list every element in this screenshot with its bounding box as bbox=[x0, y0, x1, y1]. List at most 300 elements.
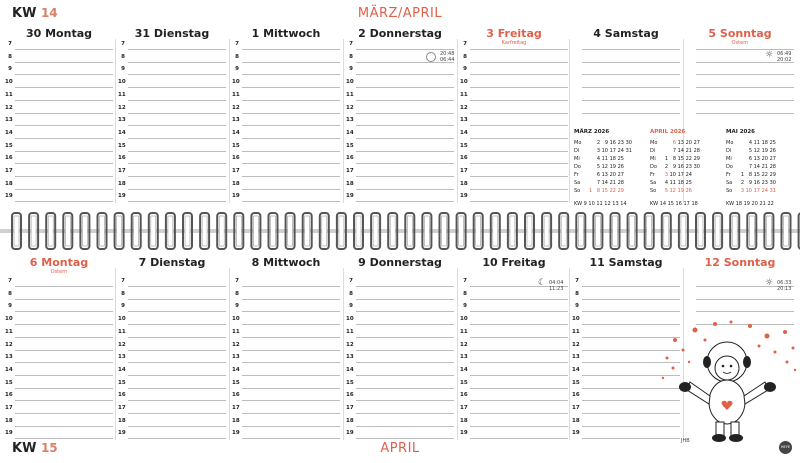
day-name: Sonntag bbox=[716, 27, 772, 40]
hour-label: 11 bbox=[5, 328, 13, 335]
hour-label: 13 bbox=[346, 117, 354, 124]
hour-line[interactable] bbox=[460, 313, 568, 325]
calendar-day bbox=[692, 187, 700, 195]
holiday-label: Ostern bbox=[50, 269, 68, 275]
hour-label: 9 bbox=[349, 303, 353, 310]
calendar-day: 20 bbox=[761, 156, 768, 162]
hour-line[interactable] bbox=[232, 339, 340, 351]
hour-line[interactable] bbox=[118, 351, 226, 363]
hour-line[interactable] bbox=[5, 275, 113, 287]
hour-label: 15 bbox=[232, 379, 240, 386]
hour-label: 17 bbox=[5, 168, 13, 174]
hour-line[interactable] bbox=[118, 313, 226, 325]
calendar-day bbox=[624, 179, 632, 187]
hour-label: 16 bbox=[5, 155, 13, 162]
hour-label: 13 bbox=[232, 354, 240, 361]
hour-label: 18 bbox=[346, 417, 354, 424]
hour-line[interactable] bbox=[5, 415, 113, 427]
column-divider bbox=[569, 39, 570, 203]
hour-label: 10 bbox=[346, 79, 354, 86]
hour-label: 13 bbox=[460, 117, 468, 124]
top-month-title: MÄRZ/APRIL bbox=[357, 6, 443, 21]
weekday-label: Do bbox=[650, 164, 657, 170]
hour-label: 12 bbox=[5, 341, 13, 348]
calendar-day bbox=[584, 147, 592, 155]
hour-line[interactable] bbox=[118, 300, 226, 312]
calendar-day: 13 bbox=[753, 156, 760, 162]
hour-line[interactable] bbox=[118, 389, 226, 401]
hour-line[interactable] bbox=[5, 326, 113, 338]
hour-label: 12 bbox=[118, 104, 126, 111]
hour-line[interactable] bbox=[232, 326, 340, 338]
calendar-day: 13 bbox=[677, 140, 684, 146]
calendar-day bbox=[584, 171, 592, 179]
calendar-day: 8 bbox=[596, 188, 600, 194]
calendar-day bbox=[692, 171, 700, 179]
calendar-day: 27 bbox=[769, 156, 776, 162]
weekday-label: So bbox=[650, 188, 657, 194]
calendar-day: 4 bbox=[748, 140, 752, 146]
top-sun-info: ☼ 06:49 20:02 bbox=[765, 50, 792, 63]
hour-label: 8 bbox=[463, 290, 467, 297]
hour-line[interactable] bbox=[5, 339, 113, 351]
calendar-day: 12 bbox=[601, 164, 608, 170]
hour-label: 7 bbox=[235, 41, 239, 47]
calendar-day bbox=[624, 187, 632, 195]
writing-line bbox=[470, 438, 568, 439]
hour-line[interactable] bbox=[346, 351, 454, 363]
calendar-day: 8 bbox=[748, 172, 752, 178]
hour-line[interactable] bbox=[118, 275, 226, 287]
hour-line[interactable] bbox=[460, 351, 568, 363]
hour-line[interactable] bbox=[346, 402, 454, 414]
hour-label: 11 bbox=[346, 91, 354, 98]
hour-label: 15 bbox=[460, 379, 468, 386]
calendar-day: 4 bbox=[596, 156, 600, 162]
holiday-label: Karfreitag bbox=[501, 40, 527, 46]
hour-line[interactable] bbox=[232, 351, 340, 363]
hour-line[interactable] bbox=[5, 427, 113, 439]
hour-label: 12 bbox=[460, 104, 468, 111]
column-divider bbox=[115, 39, 116, 203]
hour-line[interactable] bbox=[232, 377, 340, 389]
hour-line[interactable] bbox=[460, 427, 568, 439]
column-divider bbox=[457, 268, 458, 440]
hour-label: 17 bbox=[118, 405, 126, 411]
calendar-day bbox=[736, 147, 744, 155]
hour-label: 18 bbox=[5, 417, 13, 424]
calendar-day bbox=[624, 163, 632, 171]
calendar-day: 17 bbox=[677, 172, 684, 178]
hour-line[interactable] bbox=[346, 275, 454, 287]
kw-text: KW bbox=[12, 6, 37, 21]
hour-label: 7 bbox=[235, 278, 239, 284]
hour-label: 10 bbox=[5, 316, 13, 323]
weekday-label: Mo bbox=[574, 140, 582, 146]
hour-label: 12 bbox=[346, 341, 354, 348]
calendar-day: 2 bbox=[664, 164, 668, 170]
hour-label: 16 bbox=[346, 155, 354, 162]
calendar-day: 6 bbox=[748, 156, 752, 162]
hour-line[interactable] bbox=[232, 402, 340, 414]
hour-line[interactable] bbox=[460, 364, 568, 376]
hour-label: 14 bbox=[572, 366, 580, 373]
spiral-binding bbox=[0, 210, 800, 252]
calendar-day bbox=[660, 147, 668, 155]
mini-calendar bbox=[574, 129, 632, 207]
hour-label: 10 bbox=[118, 316, 126, 323]
mini-calendar-title: MAI 2026 bbox=[726, 129, 755, 135]
column-divider bbox=[457, 39, 458, 203]
day-header bbox=[232, 256, 340, 269]
hour-label: 13 bbox=[572, 354, 580, 361]
hour-label: 18 bbox=[118, 417, 126, 424]
weekday-label: Sa bbox=[726, 180, 733, 186]
hour-line[interactable] bbox=[118, 415, 226, 427]
hour-line[interactable] bbox=[460, 326, 568, 338]
calendar-day: 1 bbox=[740, 172, 744, 178]
hour-label: 8 bbox=[8, 290, 12, 297]
weekday-label: Mi bbox=[726, 156, 732, 162]
calendar-day bbox=[736, 139, 744, 147]
hour-label: 15 bbox=[346, 142, 354, 149]
hour-line[interactable] bbox=[232, 275, 340, 287]
calendar-day: 22 bbox=[761, 172, 768, 178]
day-number: 9 bbox=[358, 256, 366, 269]
weekday-label: Di bbox=[650, 148, 656, 154]
weekday-label: Fr bbox=[650, 172, 655, 178]
hour-label: 18 bbox=[5, 180, 13, 187]
calendar-day: 15 bbox=[601, 188, 608, 194]
hour-label: 14 bbox=[460, 129, 468, 136]
hour-line[interactable] bbox=[232, 415, 340, 427]
calendar-day: 26 bbox=[769, 148, 776, 154]
hour-line[interactable] bbox=[460, 415, 568, 427]
kw-number: 15 bbox=[40, 441, 58, 455]
calendar-day: 10 bbox=[601, 148, 608, 154]
calendar-day: 11 bbox=[601, 156, 608, 162]
day-header bbox=[686, 256, 794, 269]
calendar-day: 21 bbox=[609, 180, 616, 186]
hour-label: 7 bbox=[8, 41, 12, 47]
calendar-week-numbers: KW 9 10 11 12 13 14 bbox=[574, 201, 627, 207]
hour-label: 13 bbox=[232, 117, 240, 124]
hour-label: 15 bbox=[118, 142, 126, 149]
hour-label: 10 bbox=[232, 316, 240, 323]
column-divider bbox=[229, 39, 230, 203]
hour-line[interactable] bbox=[686, 300, 794, 312]
hour-label: 13 bbox=[460, 354, 468, 361]
hour-label: 7 bbox=[463, 41, 467, 47]
calendar-day: 20 bbox=[609, 172, 616, 178]
hour-line[interactable] bbox=[460, 389, 568, 401]
day-number: 3 bbox=[486, 27, 494, 40]
hour-line[interactable] bbox=[5, 313, 113, 325]
bottom-sun-info: ☼ 06:33 20:13 bbox=[765, 278, 792, 292]
hour-label: 7 bbox=[349, 278, 353, 284]
weekday-label: Di bbox=[726, 148, 732, 154]
hour-label: 19 bbox=[460, 193, 468, 200]
hour-label: 8 bbox=[121, 290, 125, 297]
hour-label: 7 bbox=[349, 41, 353, 47]
hour-label: 19 bbox=[346, 193, 354, 200]
weekday-label: Fr bbox=[574, 172, 579, 178]
hour-label: 19 bbox=[572, 430, 580, 437]
hour-label: 16 bbox=[460, 392, 468, 399]
day-name: Donnerstag bbox=[365, 256, 442, 269]
weekday-label: So bbox=[574, 188, 581, 194]
hour-line[interactable] bbox=[118, 326, 226, 338]
hour-label: 12 bbox=[572, 341, 580, 348]
weekday-label: Mo bbox=[726, 140, 734, 146]
day-name: Samstag bbox=[604, 256, 663, 269]
hour-label: 12 bbox=[460, 341, 468, 348]
hour-label: 8 bbox=[463, 53, 467, 60]
hour-line[interactable] bbox=[5, 402, 113, 414]
hour-line[interactable] bbox=[460, 402, 568, 414]
column-divider bbox=[569, 268, 570, 440]
hour-label: 13 bbox=[118, 117, 126, 124]
hour-line[interactable] bbox=[346, 377, 454, 389]
hour-line[interactable] bbox=[346, 300, 454, 312]
hour-line[interactable] bbox=[572, 288, 680, 300]
calendar-day: 12 bbox=[753, 148, 760, 154]
column-divider bbox=[343, 268, 344, 440]
calendar-day: 30 bbox=[769, 180, 776, 186]
calendar-day bbox=[660, 139, 668, 147]
hour-label: 10 bbox=[572, 316, 580, 323]
hour-label: 10 bbox=[460, 79, 468, 86]
hour-label: 9 bbox=[121, 303, 125, 310]
hour-line[interactable] bbox=[346, 326, 454, 338]
weekday-label: Do bbox=[574, 164, 581, 170]
hour-line[interactable] bbox=[346, 313, 454, 325]
hour-line[interactable] bbox=[346, 288, 454, 300]
hour-label: 7 bbox=[8, 278, 12, 284]
hour-line[interactable] bbox=[232, 288, 340, 300]
calendar-day: 21 bbox=[685, 148, 692, 154]
calendar-day bbox=[584, 139, 592, 147]
calendar-day bbox=[736, 163, 744, 171]
day-number: 8 bbox=[251, 256, 260, 269]
bottom-month-title: APRIL bbox=[380, 441, 420, 456]
hour-label: 17 bbox=[346, 168, 354, 174]
calendar-day: 14 bbox=[753, 164, 760, 170]
hour-label: 8 bbox=[8, 53, 12, 60]
writing-line bbox=[15, 438, 113, 439]
sheep-illustration bbox=[655, 318, 800, 458]
hour-label: 16 bbox=[232, 392, 240, 399]
calendar-day: 7 bbox=[596, 180, 600, 186]
hour-label: 19 bbox=[460, 430, 468, 437]
calendar-day: 24 bbox=[617, 148, 624, 154]
hour-line[interactable] bbox=[572, 275, 680, 287]
calendar-day: 14 bbox=[601, 180, 608, 186]
mini-calendar bbox=[650, 129, 700, 207]
hour-label: 18 bbox=[460, 417, 468, 424]
hour-label: 9 bbox=[349, 66, 353, 73]
calendar-day: 30 bbox=[693, 164, 700, 170]
hour-label: 9 bbox=[8, 66, 12, 73]
weekday-label: Sa bbox=[574, 180, 581, 186]
hour-label: 8 bbox=[349, 290, 353, 297]
calendar-day: 26 bbox=[685, 188, 692, 194]
day-header bbox=[572, 256, 680, 269]
calendar-day: 26 bbox=[617, 164, 624, 170]
hour-label: 13 bbox=[346, 354, 354, 361]
hour-line[interactable] bbox=[232, 389, 340, 401]
day-name: Donnerstag bbox=[365, 27, 442, 40]
calendar-day: 14 bbox=[677, 148, 684, 154]
calendar-day: 2 bbox=[740, 180, 744, 186]
hour-label: 14 bbox=[118, 129, 126, 136]
hour-label: 10 bbox=[460, 316, 468, 323]
weekday-label: Fr bbox=[726, 172, 731, 178]
day-number: 6 bbox=[29, 256, 38, 269]
calendar-day: 25 bbox=[685, 180, 692, 186]
calendar-day: 9 bbox=[604, 140, 608, 146]
hour-label: 9 bbox=[235, 303, 239, 310]
hour-label: 10 bbox=[118, 79, 126, 86]
hour-label: 13 bbox=[118, 354, 126, 361]
day-number: 12 bbox=[704, 256, 720, 269]
hour-line[interactable] bbox=[118, 288, 226, 300]
hour-label: 17 bbox=[460, 405, 468, 411]
weekday-label: Do bbox=[726, 164, 733, 170]
hour-label: 18 bbox=[460, 180, 468, 187]
calendar-day: 21 bbox=[761, 164, 768, 170]
day-header bbox=[346, 256, 454, 269]
calendar-day: 12 bbox=[669, 188, 676, 194]
hour-line[interactable] bbox=[346, 339, 454, 351]
hour-line[interactable] bbox=[5, 364, 113, 376]
hour-label: 9 bbox=[463, 303, 467, 310]
hour-line[interactable] bbox=[118, 427, 226, 439]
calendar-day: 4 bbox=[664, 180, 668, 186]
day-number: 1 bbox=[251, 27, 260, 40]
hour-line[interactable] bbox=[232, 300, 340, 312]
hour-label: 14 bbox=[232, 129, 240, 136]
calendar-day: 20 bbox=[685, 140, 692, 146]
hour-label: 14 bbox=[346, 129, 354, 136]
hour-label: 14 bbox=[118, 366, 126, 373]
hour-label: 17 bbox=[5, 405, 13, 411]
hour-label: 19 bbox=[232, 193, 240, 200]
calendar-day: 3 bbox=[740, 188, 744, 194]
hour-line[interactable] bbox=[5, 351, 113, 363]
hour-label: 17 bbox=[346, 405, 354, 411]
day-name: Mittwoch bbox=[259, 256, 321, 269]
calendar-day: 23 bbox=[685, 164, 692, 170]
artist-signature: JHB bbox=[681, 438, 690, 444]
calendar-day: 19 bbox=[677, 188, 684, 194]
writing-line bbox=[128, 438, 226, 439]
calendar-day: 10 bbox=[669, 172, 676, 178]
hour-line[interactable] bbox=[118, 339, 226, 351]
day-name: Montag bbox=[37, 256, 89, 269]
hour-label: 16 bbox=[5, 392, 13, 399]
hour-label: 18 bbox=[232, 417, 240, 424]
hour-line[interactable] bbox=[118, 377, 226, 389]
day-name: Freitag bbox=[493, 27, 542, 40]
hour-label: 11 bbox=[460, 328, 468, 335]
weekday-label: Sa bbox=[650, 180, 657, 186]
calendar-day: 30 bbox=[625, 140, 632, 146]
hour-line[interactable] bbox=[232, 364, 340, 376]
mini-calendar-title: APRIL 2026 bbox=[650, 129, 686, 135]
day-name: Mittwoch bbox=[259, 27, 321, 40]
calendar-day: 6 bbox=[672, 140, 676, 146]
calendar-day: 16 bbox=[677, 164, 684, 170]
calendar-day: 25 bbox=[769, 140, 776, 146]
calendar-day: 17 bbox=[609, 148, 616, 154]
hour-label: 12 bbox=[118, 341, 126, 348]
calendar-day bbox=[584, 179, 592, 187]
hour-line[interactable] bbox=[460, 300, 568, 312]
calendar-day: 8 bbox=[672, 156, 676, 162]
calendar-day: 5 bbox=[596, 164, 600, 170]
hour-line[interactable] bbox=[346, 415, 454, 427]
hour-label: 19 bbox=[346, 430, 354, 437]
hour-label: 11 bbox=[118, 328, 126, 335]
hour-label: 18 bbox=[346, 180, 354, 187]
day-header bbox=[118, 256, 226, 269]
mini-calendar bbox=[726, 129, 776, 207]
hour-line[interactable] bbox=[460, 339, 568, 351]
hour-line[interactable] bbox=[118, 364, 226, 376]
day-name: Montag bbox=[41, 27, 93, 40]
calendar-day: 5 bbox=[664, 188, 668, 194]
hour-line[interactable] bbox=[5, 377, 113, 389]
calendar-day: 18 bbox=[761, 140, 768, 146]
hour-line[interactable] bbox=[460, 377, 568, 389]
hour-line[interactable] bbox=[5, 300, 113, 312]
hour-label: 15 bbox=[5, 379, 13, 386]
calendar-day: 22 bbox=[685, 156, 692, 162]
hour-label: 19 bbox=[118, 430, 126, 437]
day-number: 11 bbox=[589, 256, 605, 269]
hour-line[interactable] bbox=[5, 389, 113, 401]
calendar-day: 28 bbox=[769, 164, 776, 170]
hour-label: 7 bbox=[121, 41, 125, 47]
calendar-day: 29 bbox=[693, 156, 700, 162]
kw-number: 14 bbox=[40, 6, 58, 20]
calendar-day bbox=[692, 179, 700, 187]
hour-line[interactable] bbox=[118, 402, 226, 414]
calendar-day bbox=[736, 155, 744, 163]
hour-line[interactable] bbox=[572, 300, 680, 312]
hour-line[interactable] bbox=[346, 389, 454, 401]
hour-label: 17 bbox=[232, 405, 240, 411]
hour-line[interactable] bbox=[346, 427, 454, 439]
calendar-day: 23 bbox=[617, 140, 624, 146]
day-name: Sonntag bbox=[719, 256, 776, 269]
hour-label: 13 bbox=[5, 117, 13, 124]
hour-label: 19 bbox=[232, 430, 240, 437]
hour-line[interactable] bbox=[5, 288, 113, 300]
calendar-day: 1 bbox=[664, 156, 668, 162]
kw-text: KW bbox=[12, 441, 37, 456]
hour-line[interactable] bbox=[346, 364, 454, 376]
hour-label: 14 bbox=[5, 129, 13, 136]
hour-label: 11 bbox=[460, 91, 468, 98]
hour-label: 16 bbox=[232, 155, 240, 162]
hour-line[interactable] bbox=[232, 313, 340, 325]
weekday-label: Mi bbox=[650, 156, 656, 162]
column-divider bbox=[229, 268, 230, 440]
hour-line[interactable] bbox=[232, 427, 340, 439]
hour-label: 18 bbox=[572, 417, 580, 424]
